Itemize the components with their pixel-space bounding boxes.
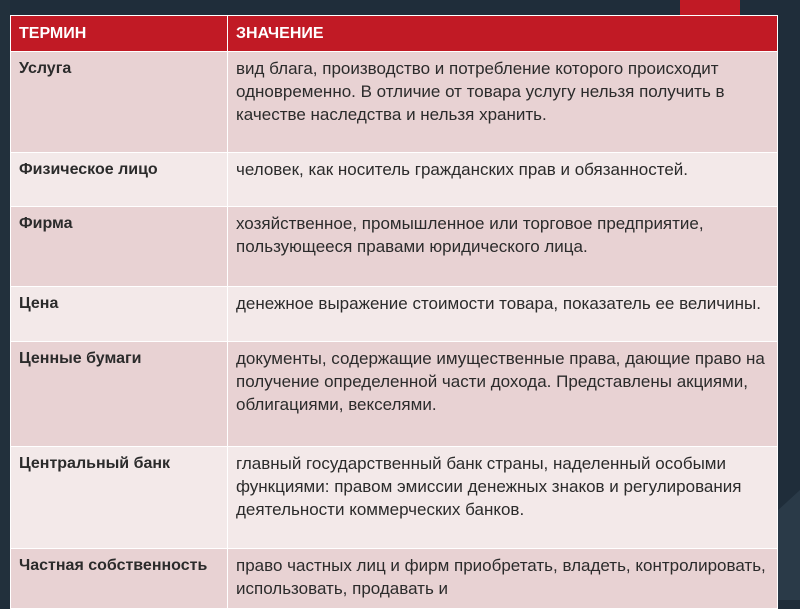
- table-row: [11, 342, 778, 447]
- red-accent-tab: [680, 0, 740, 15]
- slide-background-band: [0, 0, 10, 600]
- table-row: [11, 153, 778, 207]
- table-row: [11, 447, 778, 549]
- header-row: [11, 16, 778, 52]
- definition-cell: денежное выражение стоимости товара, показатель ее величины.: [228, 287, 778, 342]
- term-cell: Ценные бумаги: [11, 342, 228, 447]
- term-cell: Физическое лицо: [11, 153, 228, 207]
- definition-cell: человек, как носитель гражданских прав и обязанностей.: [228, 153, 778, 207]
- header-term: ТЕРМИН: [11, 16, 228, 52]
- table-row: [11, 287, 778, 342]
- definition-cell: документы, содержащие имущественные права, дающие право на получение определенной части дохода. Представлены акциями, облигациями, векселями.: [228, 342, 778, 447]
- glossary-table: [10, 15, 778, 609]
- term-cell: Частная собственность: [11, 549, 228, 609]
- term-cell: Услуга: [11, 52, 228, 153]
- table-row: [11, 52, 778, 153]
- definition-cell: главный государственный банк страны, наделенный особыми функциями: правом эмиссии денежных знаков и регулирования деятельности коммерческих банков.: [228, 447, 778, 549]
- table-row: [11, 207, 778, 287]
- table-body: [11, 52, 778, 609]
- term-cell: Цена: [11, 287, 228, 342]
- header-meaning: ЗНАЧЕНИЕ: [228, 16, 778, 52]
- definition-cell: право частных лиц и фирм приобретать, владеть, контролировать, использовать, продавать и: [228, 549, 778, 609]
- term-cell: Центральный банк: [11, 447, 228, 549]
- term-cell: Фирма: [11, 207, 228, 287]
- definition-cell: вид блага, производство и потребление которого происходит одновременно. В отличие от товара услугу нельзя получить в качестве наследства и нельзя хранить.: [228, 52, 778, 153]
- definition-cell: хозяйственное, промышленное или торговое предприятие, пользующееся правами юридического лица.: [228, 207, 778, 287]
- table-header: [11, 16, 778, 52]
